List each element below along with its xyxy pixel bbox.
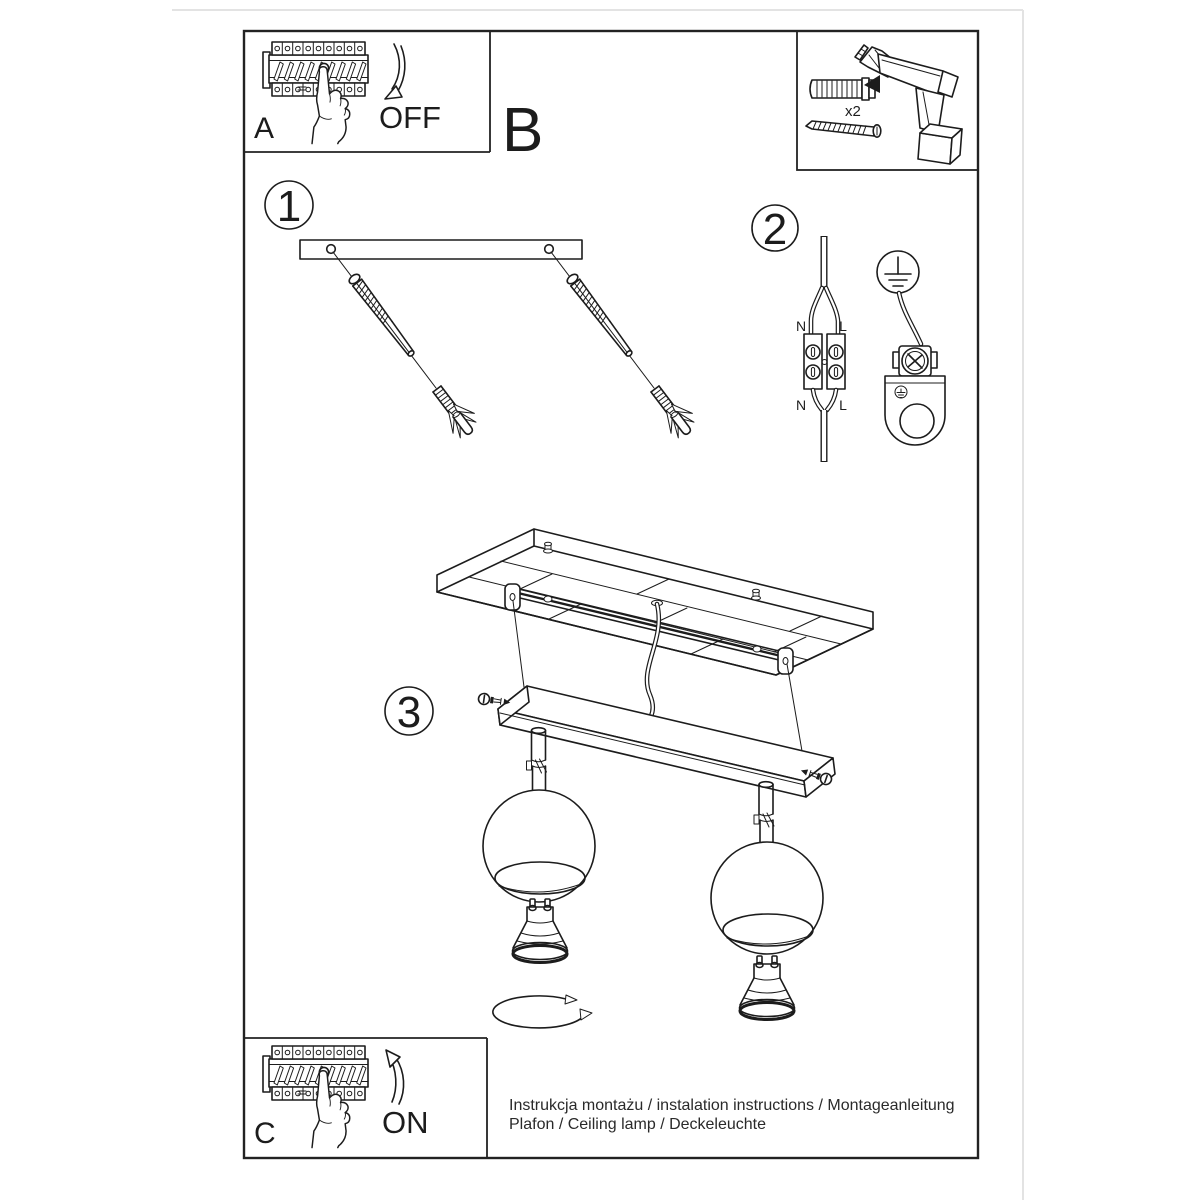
supply-cable	[811, 236, 838, 333]
box-c-power-on	[244, 1038, 487, 1158]
ball-shade-right	[711, 842, 823, 954]
footer	[509, 1097, 955, 1133]
arrow-down-icon	[385, 44, 405, 99]
step-3-number: 3	[396, 688, 422, 737]
ceiling-board	[437, 529, 873, 675]
anchor-left-icon	[426, 380, 483, 442]
neutral-top-label: N	[795, 318, 807, 334]
hang-line-right	[787, 664, 802, 751]
step-1-number: 1	[276, 182, 302, 231]
earth-symbol-icon	[877, 251, 919, 293]
box-b-tools	[797, 31, 978, 170]
gu10-bulb-right	[740, 956, 795, 1020]
rotate-arrow-icon	[493, 995, 592, 1028]
screw-icon	[806, 121, 881, 137]
terminal-block	[804, 334, 845, 389]
footer-line-1: Instrukcja montażu / instalation instructions / Montageanleitung	[509, 1097, 955, 1114]
step-b-label: B	[502, 96, 544, 165]
step-2-number: 2	[762, 205, 788, 254]
breaker-panel-icon	[263, 42, 368, 96]
step-2	[752, 205, 945, 462]
lamp-cable	[813, 390, 836, 462]
neutral-bottom-label: N	[795, 397, 807, 413]
breaker-panel-icon	[263, 1046, 368, 1100]
ball-shade-left	[483, 790, 595, 902]
lamp-arm-left	[527, 728, 547, 790]
gu10-bulb-left	[513, 899, 568, 963]
footer-line-2: Plafon / Ceiling lamp / Deckeleuchte	[509, 1116, 767, 1133]
earth-wire	[899, 293, 921, 344]
live-top-label: L	[839, 318, 847, 334]
wall-plug-icon	[810, 75, 880, 100]
anchor-qty-label: x2	[845, 103, 861, 120]
hang-line-left	[513, 601, 524, 687]
drill-icon	[855, 45, 962, 164]
step-c-label: C	[254, 1117, 276, 1150]
earth-clamp-icon	[885, 346, 945, 445]
live-bottom-label: L	[839, 397, 847, 413]
on-label: ON	[382, 1105, 429, 1140]
guide-line-left	[333, 252, 436, 388]
arrow-up-icon	[386, 1050, 404, 1104]
guide-line-right	[551, 252, 654, 388]
step-1	[265, 181, 701, 442]
off-label: OFF	[379, 100, 441, 135]
step-a-label: A	[254, 112, 275, 145]
lamp-bar	[498, 686, 835, 797]
mounting-bar	[300, 240, 582, 259]
step-3	[385, 529, 873, 1028]
lamp-arm-right	[754, 782, 774, 844]
anchor-right-icon	[644, 380, 701, 442]
box-a-power-off	[244, 31, 490, 152]
